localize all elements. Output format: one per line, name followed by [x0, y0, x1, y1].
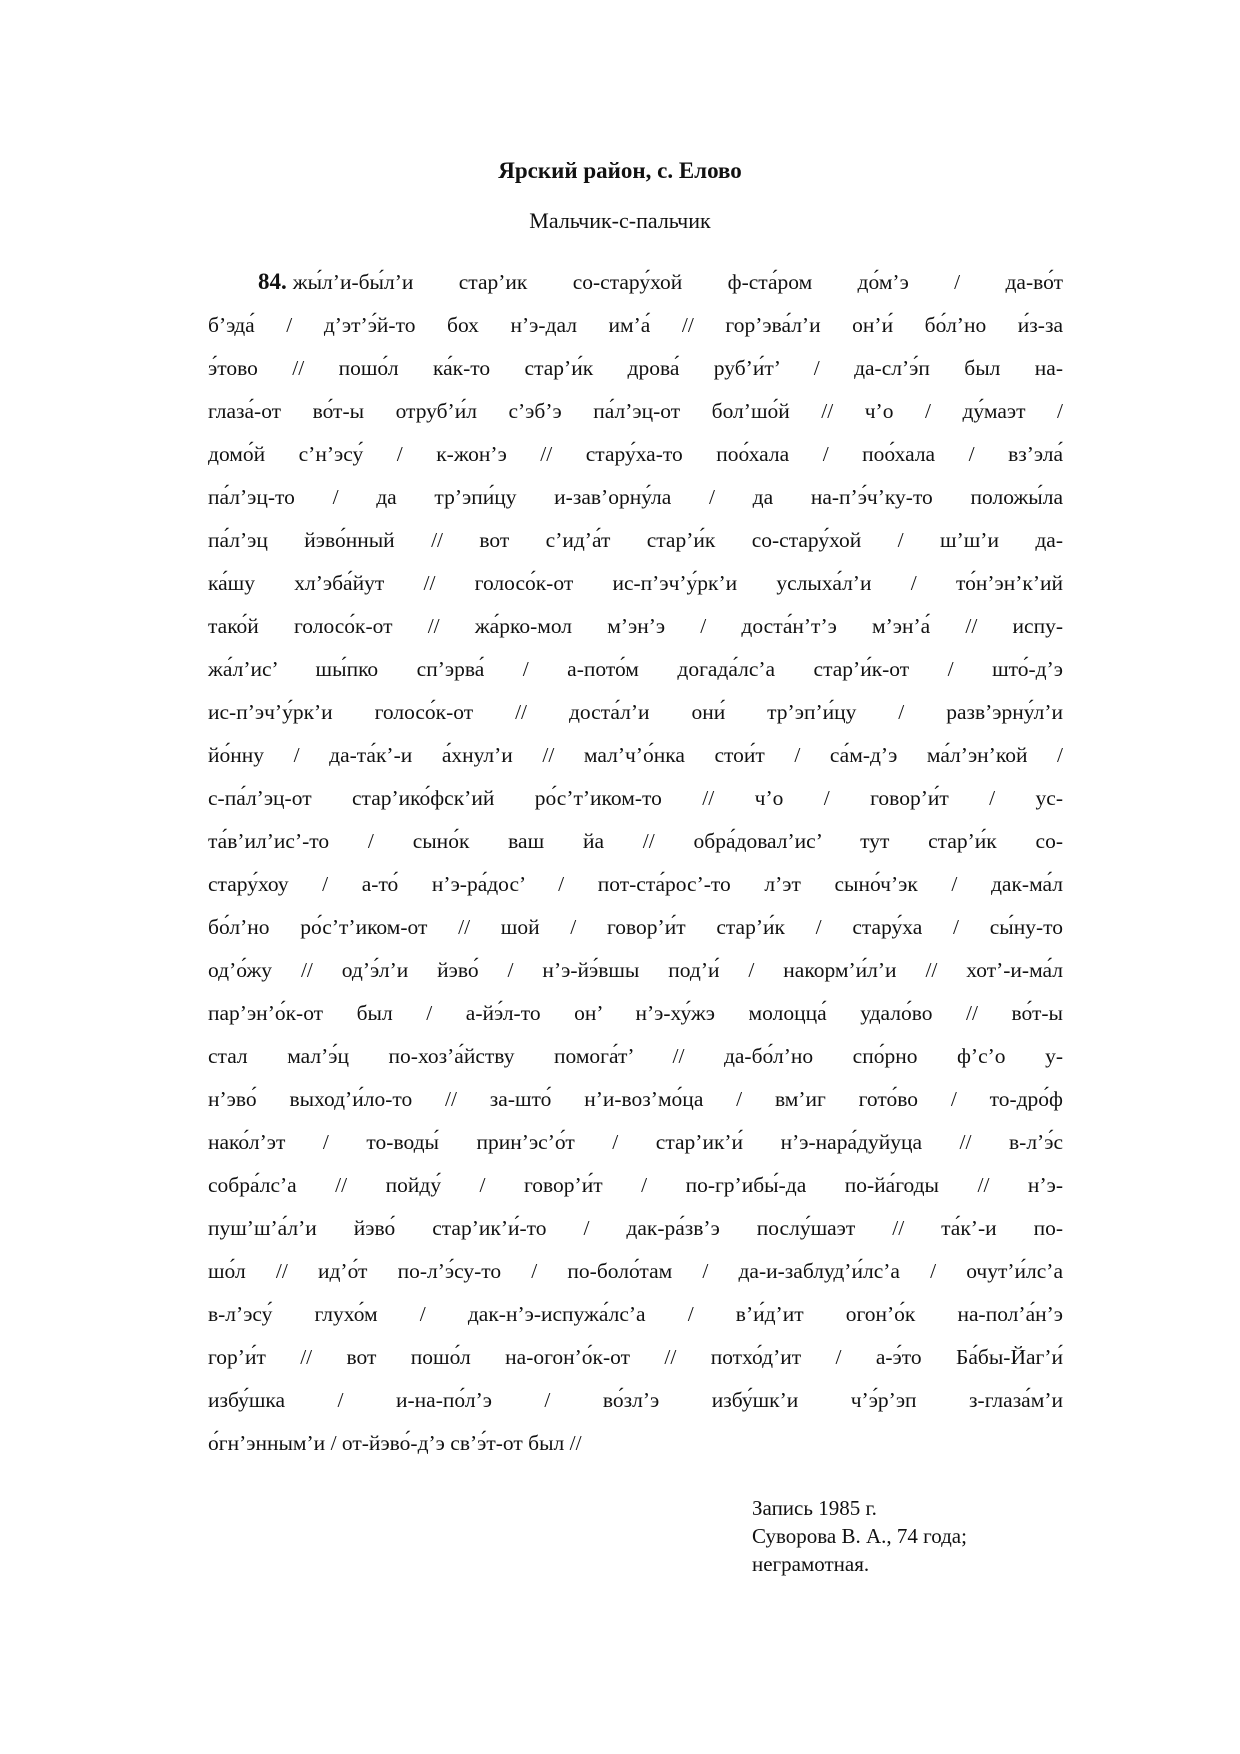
text-line: стару́хоу / а-то́ н’э-ра́дос’ / пот-ста́рос’-то л’эт сыно́ч’эк / дак-ма́л: [208, 872, 1063, 896]
text-line: од’о́жу // од’э́л’и йэво́ / н’э-йэ́вшы под’и́ / накорм’и́л’и // хот’-и-ма́л: [208, 958, 1063, 982]
text-line: стал мал’э́ц по-хоз’а́йству помога́т’ // да-бо́л’но спо́рно ф’с’о у-: [208, 1044, 1063, 1068]
text-line: та́в’ил’ис’-то / сыно́к ваш йа // обра́довал’ис’ тут стар’и́к со-: [208, 829, 1063, 853]
text-line: па́л’эц йэво́нный // вот с’ид’а́т стар’и́к со-стару́хой / ш’ш’и да-: [208, 528, 1063, 552]
text-line: ис-п’эч’у́рк’и голосо́к-от // доста́л’и они́ тр’эп’и́цу / разв’эрну́л’и: [208, 700, 1063, 724]
text-line: жа́л’ис’ шы́пко сп’эрва́ / а-пото́м догада́лс’а стар’и́к-от / што́-д’э: [208, 657, 1063, 681]
text-line: ка́шу хл’эба́йут // голосо́к-от ис-п’эч’у́рк’и услыха́л’и / то́н’эн’к’ий: [208, 571, 1063, 595]
text-line: 84. жы́л’и-бы́л’и стар’ик со-стару́хой ф-ста́ром до́м’э / да-во́т: [258, 269, 1063, 294]
text-line: б’эда́ / д’эт’э́й-то бох н’э-дал им’а́ // гор’эва́л’и он’и́ бо́л’но и́з-за: [208, 313, 1063, 337]
text-line: бо́л’но ро́с’т’иком-от // шой / говор’и́т стар’и́к / стару́ха / сы́ну-то: [208, 915, 1063, 939]
text-line: па́л’эц-то / да тр’эпи́цу и-зав’орну́ла / да на-п’э́ч’ку-то положы́ла: [208, 485, 1063, 509]
page-heading: Ярский район, с. Елово: [498, 158, 742, 183]
text-line: э́тово // пошо́л ка́к-то стар’и́к дрова́ руб’и́т’ / да-сл’э́п был на-: [208, 356, 1063, 380]
tale-text: [208, 267, 1063, 1471]
text-line: гор’и́т // вот пошо́л на-огон’о́к-от // потхо́д’ит / а-э́то Ба́бы-Йаг’и́: [208, 1345, 1063, 1369]
text-line: глаза́-от во́т-ы отруб’и́л с’эб’э па́л’эц-от бол’шо́й // ч’о / ду́маэт /: [208, 399, 1063, 423]
text-line: собра́лс’а // пойду́ / говор’и́т / по-гр’ибы́-да по-йа́годы // н’э-: [208, 1173, 1063, 1197]
entry-number: 84.: [258, 269, 287, 294]
text-line: о́гн’энным’и / от-йэво́-д’э св’э́т-от был //: [208, 1431, 582, 1455]
text-line: тако́й голосо́к-от // жа́рко-мол м’эн’э / доста́н’т’э м’эн’а́ // испу-: [208, 614, 1063, 638]
tale-title: Мальчик-с-пальчик: [529, 208, 711, 233]
text-line: с-па́л’эц-от стар’ико́фск’ий ро́с’т’иком-то // ч’о / говор’и́т / ус-: [208, 786, 1063, 810]
text-line: нако́л’эт / то-воды́ прин’эс’о́т / стар’ик’и́ н’э-нара́дуйуца // в-л’э́с: [208, 1130, 1063, 1154]
text-line: избу́шка / и-на-по́л’э / во́зл’э избу́шк’и ч’э́р’эп з-глаза́м’и: [208, 1388, 1063, 1412]
text-line: домо́й с’н’эсу́ / к-жон’э // стару́ха-то поо́хала / поо́хала / вз’эла́: [208, 442, 1063, 466]
text-line: в-л’эсу́ глухо́м / дак-н’э-испужа́лс’а / в’и́д’ит огон’о́к на-пол’а́н’э: [208, 1302, 1063, 1326]
text-line: шо́л // ид’о́т по-л’э́су-то / по-боло́там / да-и-заблуд’и́лс’а / очут’и́лс’а: [208, 1259, 1063, 1283]
record-year: Запись 1985 г.: [752, 1496, 877, 1520]
text-line: пуш’ш’а́л’и йэво́ стар’ик’и́-то / дак-ра́зв’э послу́шаэт // та́к’-и по-: [208, 1216, 1063, 1240]
text-line: йо́нну / да-та́к’-и а́хнул’и // мал’ч’о́нка стои́т / са́м-д’э ма́л’эн’кой /: [208, 743, 1063, 767]
recording-info: [752, 1494, 967, 1578]
informant-literacy: неграмотная.: [752, 1552, 870, 1576]
informant-name: Суворова В. А., 74 года;: [752, 1524, 967, 1548]
text-line: н’эво́ выход’и́ло-то // за-што́ н’и-воз’мо́ца / вм’иг гото́во / то-дро́ф: [208, 1087, 1063, 1111]
text-line: пар’эн’о́к-от был / а-йэ́л-то он’ н’э-ху́жэ молоцца́ удало́во // во́т-ы: [208, 1001, 1063, 1025]
